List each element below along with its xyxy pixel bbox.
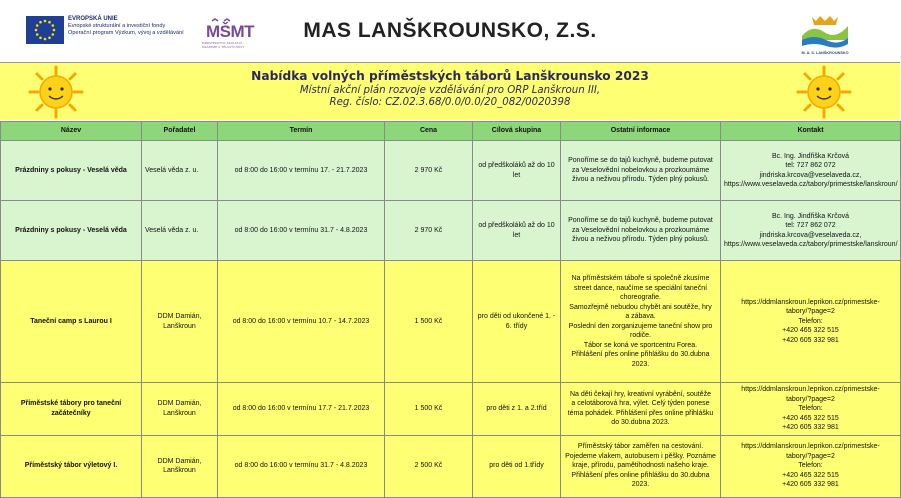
info-line: Poslední den zorganizujeme taneční show pro — [568, 322, 713, 330]
info-line: téma pohádek. Přihlášení přes online přihlášku — [567, 409, 714, 417]
camp-organizer: Veselá věda z. u. — [142, 141, 218, 201]
camp-contact — [721, 261, 901, 383]
camp-info — [561, 201, 721, 261]
camp-target-group: pro děti z 1. a 2.tříd — [473, 383, 561, 436]
camp-info — [561, 141, 721, 201]
camp-name: Prázdniny s pokusy - Veselá věda — [1, 141, 142, 201]
banner-reg-number: Reg. číslo: CZ.02.3.68/0.0/0.0/20_082/0020398 — [329, 97, 571, 108]
title-banner — [0, 62, 900, 120]
camp-organizer: DDM Damián, Lanškroun — [142, 435, 218, 497]
contact-link[interactable]: tabory/?page=2 — [786, 308, 835, 316]
column-header: Kontakt — [721, 122, 901, 141]
info-line: Samozřejmě nebudou chybět ani soutěže, hry — [569, 303, 712, 311]
msmt-logo-caption: MINISTERSTVO ŠKOLSTVÍ, MLÁDEŽE A TĚLOVÝCHOVY — [202, 41, 245, 49]
contact-phone: +420 605 332 981 — [782, 336, 839, 344]
contact-phone: +420 605 332 981 — [782, 481, 839, 489]
info-line: do 30.dubna 2023. — [611, 419, 670, 427]
camp-price: 2 500 Kč — [385, 435, 473, 497]
contact-link[interactable]: tabory/?page=2 — [786, 395, 835, 403]
column-header: Cena — [385, 122, 473, 141]
info-line: Ponoříme se do tajů kuchyně, budeme putovat — [568, 217, 713, 225]
contact-link[interactable]: https://ddmlanskroun.leprikon.cz/primestske- — [741, 386, 880, 393]
camps-table — [0, 121, 901, 498]
camp-name: Prázdniny s pokusy - Veselá věda — [1, 201, 142, 261]
camp-name: Příměstské tábory pro taneční začátečníky — [1, 383, 142, 436]
table-row — [1, 201, 901, 261]
info-line: Tábor se koná ve sportcentru Forea. — [583, 341, 698, 349]
info-line: Ponoříme se do tajů kuchyně, budeme putovat — [568, 157, 713, 165]
table-row — [1, 435, 901, 497]
top-logo-bar — [0, 0, 900, 62]
page-title: MAS LANŠKROUNSKO, Z.S. — [303, 19, 597, 42]
banner-text — [0, 69, 900, 108]
camp-target-group: pro děti od 1.třídy — [473, 435, 561, 497]
camp-info — [561, 383, 721, 436]
eu-logo-line: EVROPSKÁ UNIE — [68, 16, 118, 22]
camp-term: od 8:00 do 16:00 v termínu 10.7 - 14.7.2023 — [218, 261, 385, 383]
camp-contact — [721, 141, 901, 201]
contact-line: tel: 727 862 072 — [785, 162, 836, 169]
column-header: Pořadatel — [142, 122, 218, 141]
info-line: rodiče. — [629, 332, 651, 339]
info-line: choreografie. — [620, 294, 661, 301]
column-header: Termín — [218, 122, 385, 141]
contact-line: Telefon: — [798, 405, 823, 412]
camp-organizer: Veselá věda z. u. — [142, 201, 218, 261]
camp-term: od 8:00 do 16:00 v termínu 31.7 - 4.8.2023 — [218, 201, 385, 261]
contact-line: Bc. Ing. Jindřiška Krčová — [771, 212, 850, 220]
info-line: Příměstský tábor zaměřen na cestování. — [577, 443, 704, 451]
info-line: street dance, naučíme se speciální taneční — [573, 284, 708, 292]
info-line: 2023. — [631, 360, 650, 368]
camp-price: 1 500 Kč — [385, 261, 473, 383]
camp-price: 2 970 Kč — [385, 201, 473, 261]
camp-info — [561, 261, 721, 383]
banner-subheading: Místní akční plán rozvoje vzdělávání pro ORP Lanškroun III, — [299, 85, 601, 96]
info-line: za Veselovědní nobelovkou a prozkoumáme — [571, 226, 710, 234]
column-header: Cílová skupina — [473, 122, 561, 141]
info-line: 2023. — [631, 481, 650, 489]
contact-link[interactable]: https://ddmlanskroun.leprikon.cz/primestske- — [741, 298, 880, 306]
eu-logo-line: Operační program Výzkum, vývoj a vzdělávání — [68, 30, 184, 36]
camp-target-group: od předškoláků až do 10 let — [473, 201, 561, 261]
info-line: živou a neživou přírodu. Týden plný pokusů. — [572, 176, 709, 184]
camp-contact — [721, 383, 901, 436]
table-row — [1, 261, 901, 383]
contact-link[interactable]: https://ddmlanskroun.leprikon.cz/primestske- — [741, 443, 880, 451]
camp-contact — [721, 435, 901, 497]
contact-line: Telefon: — [798, 317, 823, 325]
camp-price: 2 970 Kč — [385, 141, 473, 201]
column-header: Název — [1, 122, 142, 141]
contact-phone: +420 465 322 515 — [782, 327, 839, 335]
contact-line: Telefon: — [798, 462, 823, 470]
contact-phone: +420 605 332 981 — [782, 424, 839, 431]
contact-line: Bc. Ing. Jindřiška Krčová — [771, 152, 850, 160]
info-line: Přihlášení přes online přihlášku do 30.dubna — [571, 351, 710, 358]
contact-link[interactable]: https://www.veselaveda.cz/tabory/primestske/lanskroun/ — [724, 181, 898, 188]
contact-link[interactable]: https://www.veselaveda.cz/tabory/primestske/lanskroun/ — [724, 241, 898, 248]
contact-email[interactable]: jindriska.krcova@veselaveda.cz, — [759, 231, 862, 239]
contact-phone: +420 465 322 515 — [782, 414, 839, 422]
camp-term: od 8:00 do 16:00 v termínu 17.7 - 21.7.2023 — [218, 383, 385, 436]
info-line: a zábava. — [625, 313, 656, 320]
camp-info — [561, 435, 721, 497]
banner-heading: Nabídka volných příměstských táborů Lanškrounsko 2023 — [251, 69, 649, 83]
contact-email[interactable]: jindriska.krcova@veselaveda.cz, — [759, 171, 862, 179]
info-line: Přihlášení přes online přihlášku do 30.dubna — [571, 471, 710, 479]
table-header-row — [1, 122, 901, 141]
camp-term: od 8:00 do 16:00 v termínu 17. - 21.7.2023 — [218, 141, 385, 201]
mas-logo — [798, 12, 852, 56]
table-row — [1, 383, 901, 436]
msmt-logo-text: MŠMT — [206, 22, 255, 41]
camp-term: od 8:00 do 16:00 v termínu 31.7 - 4.8.2023 — [218, 435, 385, 497]
column-header: Ostatní informace — [561, 122, 721, 141]
info-line: kraje, přírodu, pamětihodnosti našeho kraje. — [572, 462, 709, 470]
camp-name: Příměstský tábor výletový I. — [1, 435, 142, 497]
camp-contact — [721, 201, 901, 261]
camp-target-group: od předškoláků až do 10 let — [473, 141, 561, 201]
camp-target-group: pro děti od ukončené 1. - 6. třídy — [473, 261, 561, 383]
info-line: Pojedeme vlakem, autobusem i pěšky. Poznáme — [565, 452, 716, 460]
info-line: živou a neživou přírodu. Týden plný pokusů. — [572, 236, 709, 244]
table-row — [1, 141, 901, 201]
info-line: Na děti čekají hry, kreativní vyrábění, soutěže — [569, 390, 712, 398]
info-line: Na příměstském táboře si společně zkusíme — [571, 275, 710, 282]
camp-organizer: DDM Damián, Lanškroun — [142, 261, 218, 383]
contact-link[interactable]: tabory/?page=2 — [786, 452, 835, 460]
camp-name: Taneční camp s Laurou I — [1, 261, 142, 383]
contact-phone: +420 465 322 515 — [782, 471, 839, 479]
mas-logo-caption: M. A. S. LANŠKROUNSKO — [801, 51, 849, 55]
sun-icon — [790, 65, 858, 123]
camp-price: 1 500 Kč — [385, 383, 473, 436]
info-line: za Veselovědní nobelovkou a prozkoumáme — [571, 166, 710, 174]
camp-organizer: DDM Damián, Lanškroun — [142, 383, 218, 436]
contact-line: tel: 727 862 072 — [785, 222, 836, 229]
info-line: a celotáborová hra, výlet. Celý týden ponese — [571, 400, 710, 408]
eu-logo-line: Evropské strukturální a investiční fondy — [68, 23, 166, 29]
